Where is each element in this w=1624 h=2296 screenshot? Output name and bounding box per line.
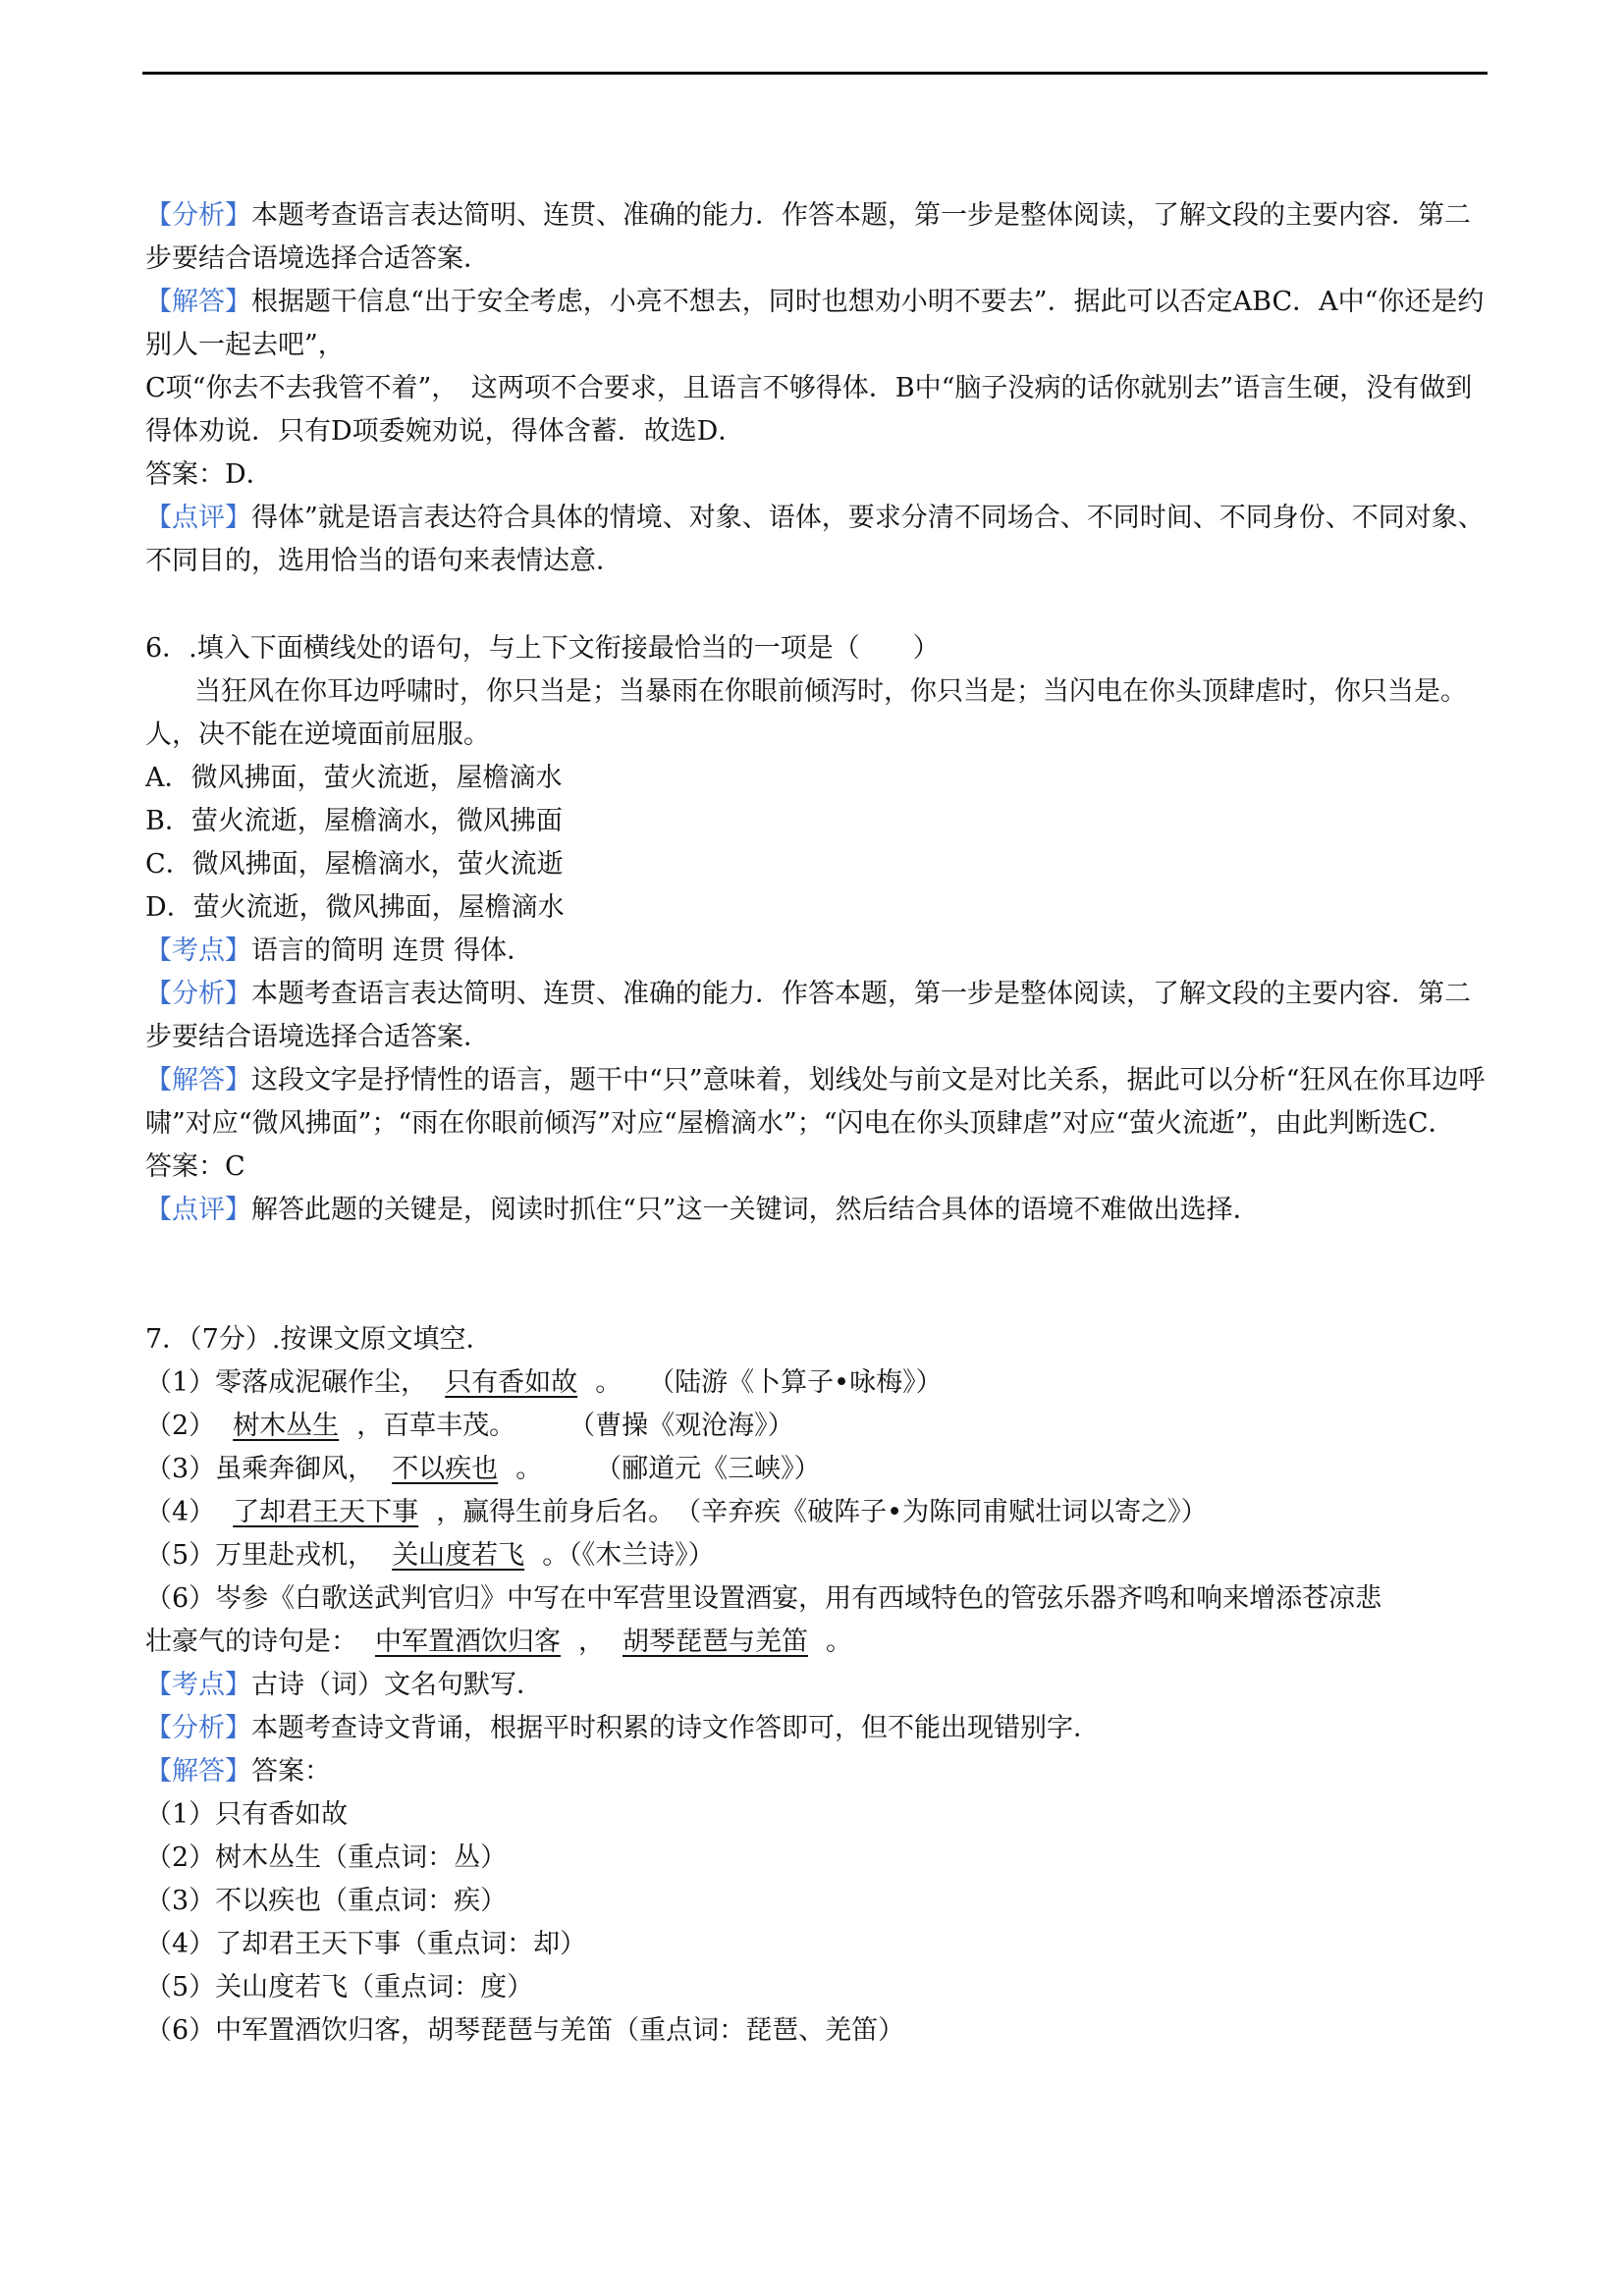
q7-answer-6: （6）中军置酒饮归客，胡琴琵琶与羌笛（重点词：琵琶、羌笛） [145,2015,905,2046]
fill-blank: 树木丛生 [233,1411,340,1441]
q7-item-1: （1）零落成泥碾作尘， 只有香如故 。 （陆游《卜算子•咏梅》） [145,1362,1490,1405]
jieda-tag: 【解答】 [145,1065,251,1095]
q6-option-d: D．萤火流逝，微风拂面，屋檐滴水 [145,892,565,923]
q7-kaodian: 【考点】古诗（词）文名句默写． [145,1670,543,1700]
q7-answer-4: （4）了却君王天下事（重点词：却） [145,1929,587,1959]
q6-stem: 6．.填入下面横线处的语句，与上下文衔接最恰当的一项是（ ） [145,633,940,664]
jieda-tag: 【解答】 [145,287,251,317]
fenxi-tag: 【分析】 [145,200,251,231]
fill-blank: 中军置酒饮归客 [375,1627,561,1657]
q7-item-6: （6）岑参《白歌送武判官归》中写在中军营里设置酒宴，用有西域特色的管弦乐器齐鸣和响来增添苍凉悲 [145,1583,1382,1614]
q7-fenxi: 【分析】本题考查诗文背诵，根据平时积累的诗文作答即可，但不能出现错别字． [145,1713,1100,1743]
q7-answer-1: （1）只有香如故 [145,1799,349,1830]
q6-dianping: 【点评】解答此题的关键是，阅读时抓住“只”这一关键词，然后结合具体的语境不难做出选择． [145,1195,1260,1225]
fill-blank: 了却君王天下事 [233,1497,419,1527]
dianping-tag: 【点评】 [145,503,251,533]
s5-dianping: 【点评】得体”就是语言表达符合具体的情境、对象、语体，要求分清不同场合、不同时间、不同身份、不同对象、不同目的，选用恰当的语句来表情达意． [145,503,1485,576]
q7-answer-2: （2）树木丛生（重点词：丛） [145,1842,508,1873]
kaodian-tag: 【考点】 [145,1670,251,1700]
q6-answer: 答案：C [145,1151,245,1182]
q6-jieda: 【解答】这段文字是抒情性的语言，题干中“只”意味着，划线处与前文是对比关系，据此可以分析“狂风在你耳边呼啸”对应“微风拂面”；“雨在你眼前倾泻”对应“屋檐滴水”；“闪电在你头顶肆虐”对应“萤火流逝”，由此判断选C． [145,1065,1486,1139]
jieda-tag: 【解答】 [145,1756,251,1787]
fill-blank: 只有香如故 [445,1367,578,1398]
s5-jieda: 【解答】根据题干信息“出于安全考虑，小亮不想去，同时也想劝小明不要去”．据此可以否定ABC．A中“你还是约别人一起去吧”， [145,287,1485,360]
q7-item-3: （3）虽乘奔御风， 不以疾也 。 （郦道元《三峡》） [145,1448,1490,1491]
q6-fenxi: 【分析】本题考查语言表达简明、连贯、准确的能力．作答本题，第一步是整体阅读，了解文段的主要内容．第二步要结合语境选择合适答案． [145,979,1471,1052]
s5-answer: 答案：D． [145,459,273,490]
fenxi-tag: 【分析】 [145,1713,251,1743]
fill-blank: 关山度若飞 [392,1540,525,1571]
header-rule [142,72,1488,75]
fill-blank: 胡琴琵琶与羌笛 [623,1627,808,1657]
fill-blank: 不以疾也 [392,1454,499,1484]
s5-fenxi: 【分析】本题考查语言表达简明、连贯、准确的能力．作答本题，第一步是整体阅读，了解文段的主要内容．第二步要结合语境选择合适答案． [145,200,1471,274]
q6-kaodian: 【考点】语言的简明 连贯 得体． [145,935,534,966]
s5-jieda-cont: C项“你去不去我管不着”， 这两项不合要求，且语言不够得体．B中“脑子没病的话你就别去”语言生硬，没有做到得体劝说．只有D项委婉劝说，得体含蓄．故选D． [145,373,1473,447]
q7-item-2: （2） 树木丛生 ，百草丰茂。 （曹操《观沧海》） [145,1405,1490,1448]
q6-option-b: B．萤火流逝，屋檐滴水，微风拂面 [145,806,563,836]
q7-jieda: 【解答】答案： [145,1756,331,1787]
q7-item-5: （5）万里赴戎机， 关山度若飞 。（《木兰诗》） [145,1534,1490,1577]
dianping-tag: 【点评】 [145,1195,251,1225]
q7-item-4: （4） 了却君王天下事 ，赢得生前身后名。 （辛弃疾《破阵子•为陈同甫赋壮词以寄之》） [145,1491,1490,1534]
q7-answer-3: （3）不以疾也（重点词：疾） [145,1886,508,1916]
fenxi-tag: 【分析】 [145,979,251,1009]
q6-option-a: A．微风拂面，萤火流逝，屋檐滴水 [145,763,563,793]
document-body [145,194,1490,2053]
q6-passage: 当狂风在你耳边呼啸时，你只当是；当暴雨在你眼前倾泻时，你只当是；当闪电在你头顶肆虐时，你只当是。人，决不能在逆境面前屈服。 [145,676,1467,750]
q6-option-c: C．微风拂面，屋檐滴水，萤火流逝 [145,849,564,880]
q7-item-6-cont: 壮豪气的诗句是： 中军置酒饮归客 ， 胡琴琵琶与羌笛 。 [145,1621,1490,1664]
q7-answer-5: （5）关山度若飞（重点词：度） [145,1972,534,2002]
kaodian-tag: 【考点】 [145,935,251,966]
q7-stem: 7．（7分）.按课文原文填空． [145,1324,493,1355]
